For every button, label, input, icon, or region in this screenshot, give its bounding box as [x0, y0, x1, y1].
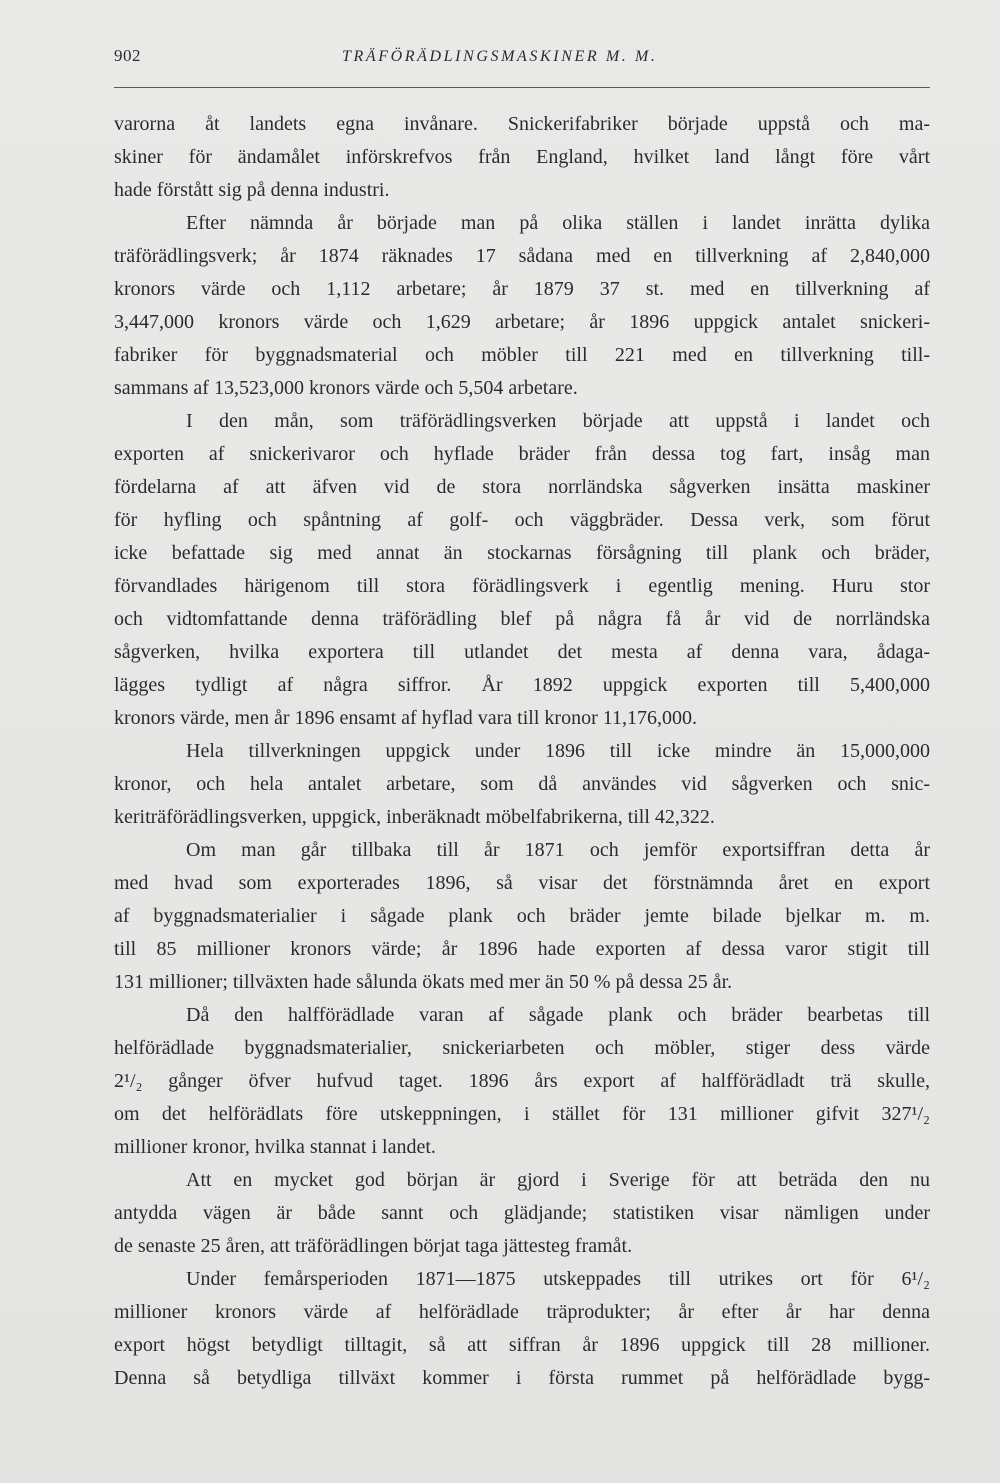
running-title: TRÄFÖRÄDLINGSMASKINER M. M.	[342, 48, 658, 65]
text-line: helförädlade byggnadsmaterialier, snickeriarbeten och möbler, stiger dess värde	[114, 1037, 930, 1059]
text-line: kronors värde, men år 1896 ensamt af hyflad vara till kronor 11,176,000.	[114, 707, 697, 729]
text-line: Under femårsperioden 1871—1875 utskeppades till utrikes ort för 6¹/₂	[186, 1268, 930, 1290]
text-line: om det helförädlats före utskeppningen, i stället för 131 millioner gifvit 327¹/₂	[114, 1103, 930, 1125]
text-line: Denna så betydliga tillväxt kommer i första rummet på helförädlade bygg-	[114, 1367, 930, 1389]
text-line: I den mån, som träförädlingsverken började att uppstå i landet och	[186, 410, 930, 432]
text-line: sågverken, hvilka exportera till utlandet det mesta af denna vara, ådaga-	[114, 641, 930, 663]
text-line: skiner för ändamålet införskrefvos från England, hvilket land långt före vårt	[114, 146, 930, 168]
text-line: varorna åt landets egna invånare. Snickerifabriker började uppstå och ma-	[114, 113, 930, 135]
text-line: Att en mycket god början är gjord i Sverige för att beträda den nu	[186, 1169, 930, 1191]
text-line: millioner kronors värde af helförädlade träprodukter; år efter år har denna	[114, 1301, 930, 1323]
text-line: och vidtomfattande denna träförädling blef på några få år vid de norrländska	[114, 608, 930, 630]
text-line: 2¹/₂ gånger öfver hufvud taget. 1896 års export af halfförädladt trä skulle,	[114, 1070, 930, 1092]
text-line: träförädlingsverk; år 1874 räknades 17 sådana med en tillverkning af 2,840,000	[114, 245, 930, 267]
text-line: export högst betydligt tilltagit, så att siffran år 1896 uppgick till 28 millioner.	[114, 1334, 930, 1356]
text-line: kronor, och hela antalet arbetare, som då användes vid sågverken och snic-	[114, 773, 930, 795]
text-line: med hvad som exporterades 1896, så visar det förstnämnda året en export	[114, 872, 930, 894]
text-line: för hyfling och spåntning af golf- och väggbräder. Dessa verk, som förut	[114, 509, 930, 531]
text-line: Efter nämnda år började man på olika ställen i landet inrätta dylika	[186, 212, 930, 234]
page-number: 902	[114, 46, 141, 65]
body-text	[114, 108, 930, 1395]
text-line: hade förstått sig på denna industri.	[114, 179, 390, 201]
text-line: sammans af 13,523,000 kronors värde och 5,504 arbetare.	[114, 377, 578, 399]
text-line: exporten af snickerivaror och hyflade bräder från dessa tog fart, insåg man	[114, 443, 930, 465]
text-line: kronors värde och 1,112 arbetare; år 1879 37 st. med en tillverkning af	[114, 278, 930, 300]
text-line: keriträförädlingsverken, uppgick, inberäknadt möbelfabrikerna, till 42,322.	[114, 806, 715, 828]
text-line: lägges tydligt af några siffror. År 1892 uppgick exporten till 5,400,000	[114, 674, 930, 696]
text-line: icke befattade sig med annat än stockarnas försågning till plank och bräder,	[114, 542, 930, 564]
text-line: till 85 millioner kronors värde; år 1896 hade exporten af dessa varor stigit till	[114, 938, 930, 960]
header-rule	[114, 87, 930, 88]
text-line: 131 millioner; tillväxten hade sålunda ökats med mer än 50 % på dessa 25 år.	[114, 971, 733, 993]
text-line: de senaste 25 åren, att träförädlingen börjat taga jättesteg framåt.	[114, 1235, 633, 1257]
text-line: Om man går tillbaka till år 1871 och jemför exportsiffran detta år	[186, 839, 930, 861]
text-line: af byggnadsmaterialier i sågade plank och bräder jemte bilade bjelkar m. m.	[114, 905, 930, 927]
text-line: förvandlades härigenom till stora förädlingsverk i egentlig mening. Huru stor	[114, 575, 930, 597]
text-line: antydda vägen är både sannt och glädjande; statistiken visar nämligen under	[114, 1202, 930, 1224]
text-line: Hela tillverkningen uppgick under 1896 till icke mindre än 15,000,000	[186, 740, 930, 762]
text-line: fördelarna af att äfven vid de stora norrländska sågverken insätta maskiner	[114, 476, 930, 498]
page-header	[114, 46, 926, 76]
text-line: 3,447,000 kronors värde och 1,629 arbetare; år 1896 uppgick antalet snickeri-	[114, 311, 930, 333]
text-line: fabriker för byggnadsmaterial och möbler till 221 med en tillverkning till-	[114, 344, 930, 366]
text-line: Då den halfförädlade varan af sågade plank och bräder bearbetas till	[186, 1004, 930, 1026]
text-line: millioner kronor, hvilka stannat i landet.	[114, 1136, 436, 1158]
